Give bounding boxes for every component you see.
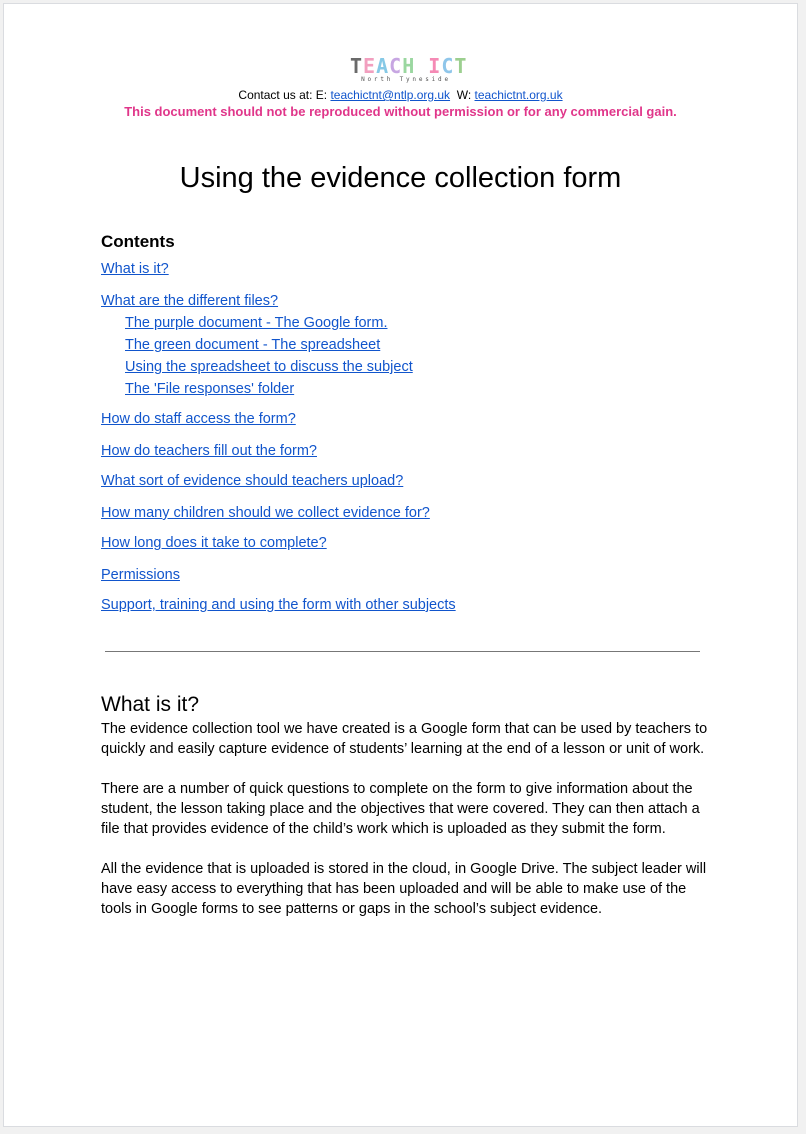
toc-link-using-spreadsheet[interactable]: Using the spreadsheet to discuss the subject [125, 359, 413, 375]
paragraph-intro: The evidence collection tool we have created is a Google form that can be used by teachers to quickly and easily capture evidence of students’ learning at the end of a lesson or unit of work. [101, 721, 708, 757]
logo-letter: E [363, 54, 377, 78]
toc-link-purple-document[interactable]: The purple document - The Google form. [125, 315, 388, 331]
logo-letter: T [350, 54, 364, 78]
toc-link-green-document[interactable]: The green document - The spreadsheet [125, 337, 381, 353]
logo-subtitle: North Tyneside [361, 76, 451, 83]
logo-letter [415, 54, 428, 78]
web-label: W: [456, 88, 472, 102]
email-link[interactable]: teachictnt@ntlp.org.uk [330, 88, 451, 102]
logo-letter: T [454, 54, 468, 78]
toc-link-what-is-it[interactable]: What is it? [101, 261, 169, 277]
contact-prefix: Contact us at: E: [238, 88, 328, 102]
logo-letter: H [402, 54, 416, 78]
toc-link-fill-out-form[interactable]: How do teachers fill out the form? [101, 443, 317, 459]
paragraph-storage: All the evidence that is uploaded is stored in the cloud, in Google Drive. The subject leader will have easy access to everything that has been uploaded and will be able to make use of the tools in Google forms to see patterns or gaps in the school’s subject evidence. [101, 861, 707, 917]
paragraph-questions: There are a number of quick questions to complete on the form to give information about the student, the lesson taking place and the objectives that were covered. They can then attach a file that provides evidence of the child’s work which is uploaded as they submit the form. [101, 781, 700, 837]
toc-link-evidence-upload[interactable]: What sort of evidence should teachers upload? [101, 473, 404, 489]
toc-link-how-long[interactable]: How long does it take to complete? [101, 535, 327, 551]
contents-heading: Contents [101, 232, 175, 251]
logo-letter: I [428, 54, 442, 78]
toc-link-different-files[interactable]: What are the different files? [101, 293, 279, 309]
teach-ict-logo [350, 54, 468, 83]
logo-wordmark [350, 54, 468, 78]
toc-link-staff-access[interactable]: How do staff access the form? [101, 411, 296, 427]
contact-line [4, 87, 797, 103]
toc-link-permissions[interactable]: Permissions [101, 567, 180, 583]
copyright-notice: This document should not be reproduced without permission or for any commercial gain. [124, 104, 677, 119]
logo-letter: C [389, 54, 403, 78]
toc-link-file-responses-folder[interactable]: The 'File responses' folder [125, 381, 295, 397]
logo-letter: A [376, 54, 390, 78]
horizontal-divider [105, 651, 700, 652]
section-heading-what-is-it: What is it? [101, 693, 200, 716]
website-link[interactable]: teachictnt.org.uk [474, 88, 563, 102]
document-title: Using the evidence collection form [179, 162, 622, 194]
document-page [3, 3, 798, 1127]
toc-link-how-many-children[interactable]: How many children should we collect evidence for? [101, 505, 430, 521]
logo-letter: C [441, 54, 455, 78]
toc-link-support-training[interactable]: Support, training and using the form with other subjects [101, 597, 456, 613]
